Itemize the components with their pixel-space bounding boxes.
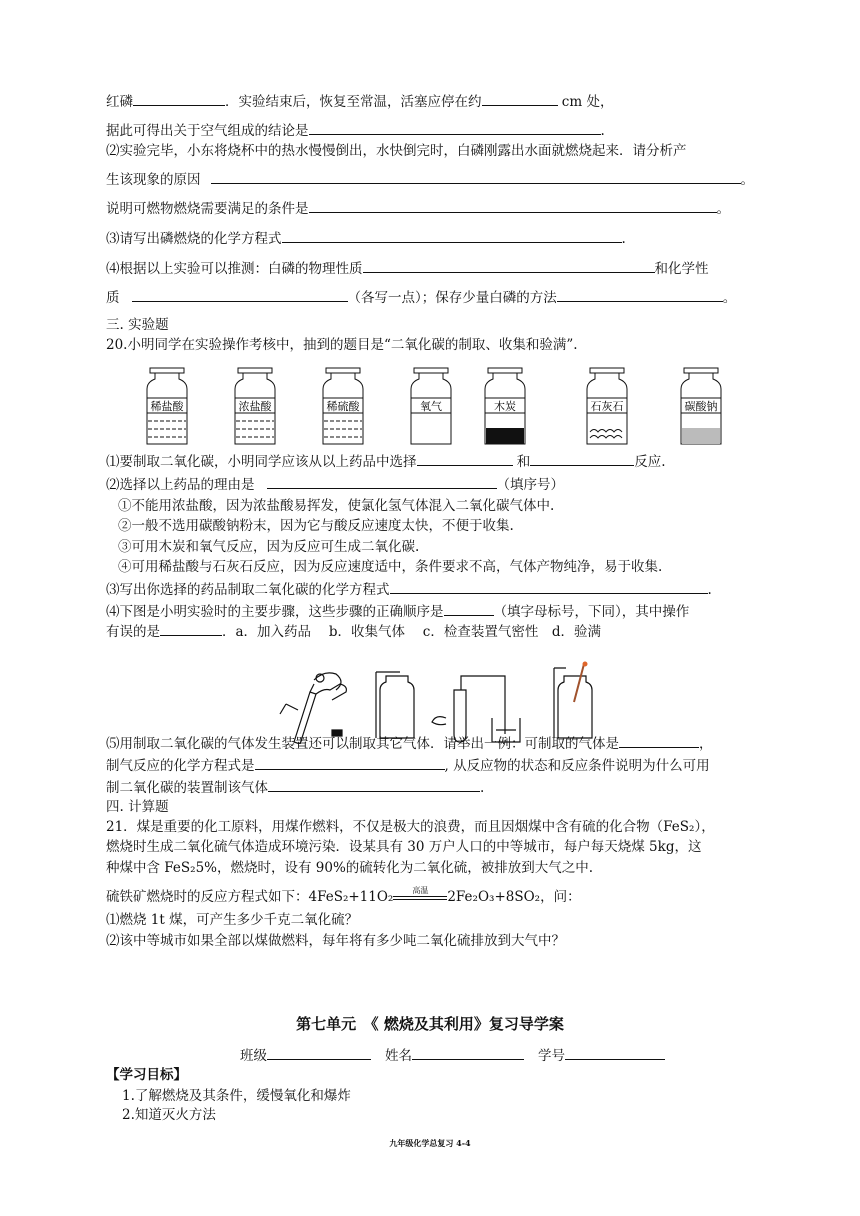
- q21-line1: 21．煤是重要的化工原料，用煤作燃料，不仅是极大的浪费，而且因烟煤中含有硫的化合物（FeS₂），: [106, 819, 715, 835]
- page-footer: 九年级化学总复习 4-4: [389, 1138, 471, 1148]
- answer-blank[interactable]: [255, 756, 445, 770]
- bottle-label: 氧气: [420, 400, 442, 413]
- q19-line1: 红磷 ．实验结束后，恢复至常温，活塞应停在约 cm 处，: [106, 94, 614, 110]
- answer-blank[interactable]: [282, 229, 622, 243]
- bottle-label: 稀盐酸: [150, 400, 184, 413]
- experiment-steps-figure: [258, 660, 608, 744]
- step-full-check: [554, 662, 592, 739]
- answer-blank[interactable]: [160, 622, 222, 636]
- answer-blank[interactable]: [133, 92, 225, 106]
- bottle-label: 碳酸钠: [684, 400, 718, 413]
- q21-line3: 种煤中含 FeS₂5%，燃烧时，设有 90%的硫转化为二氧化硫，被排放到大气之中.: [106, 860, 594, 876]
- answer-blank[interactable]: [619, 734, 699, 748]
- q19-line4: 生该现象的原因 。: [106, 172, 754, 188]
- answer-blank[interactable]: [211, 170, 741, 184]
- bottle-limestone: [582, 366, 632, 446]
- bottle-label: 稀硫酸: [326, 400, 360, 413]
- q20-stem: 20.小明同学在实验操作考核中，抽到的题目是“二氧化碳的制取、收集和验满”.: [106, 337, 578, 353]
- goal-2: 2.知道灭火方法: [122, 1107, 216, 1123]
- option-4: ④可用稀盐酸与石灰石反应，因为反应速度适中，条件要求不高，气体产物纯净，易于收集.: [118, 559, 663, 575]
- answer-blank[interactable]: [309, 121, 601, 135]
- answer-blank[interactable]: [132, 288, 348, 302]
- q19-line8: 质 （各写一点）；保存少量白磷的方法 。: [106, 290, 737, 306]
- reaction-condition-arrow: 高温: [393, 891, 447, 905]
- bottle-charcoal: [480, 366, 530, 446]
- name-field[interactable]: [412, 1046, 524, 1060]
- q20-part4a: ⑷下图是小明实验时的主要步骤，这些步骤的正确顺序是 （填字母标号，下同），其中操作: [106, 604, 690, 620]
- bottle-dilute-hcl: [142, 366, 192, 446]
- class-field[interactable]: [267, 1046, 371, 1060]
- answer-blank[interactable]: [417, 452, 513, 466]
- q20-part5a: ⑸用制取二氧化碳的气体发生装置还可以制取其它气体．请举出一例：可制取的气体是 ，: [106, 736, 713, 752]
- answer-blank[interactable]: [390, 580, 708, 594]
- answer-blank[interactable]: [309, 199, 717, 213]
- option-3: ③可用木炭和氧气反应，因为反应可生成二氧化碳.: [118, 539, 420, 555]
- q20-part1: ⑴要制取二氧化碳，小明同学应该从以上药品中选择 和 反应.: [106, 454, 666, 470]
- answer-blank[interactable]: [482, 92, 558, 106]
- option-2: ②一般不选用碳酸钠粉末，因为它与酸反应速度太快，不便于收集.: [118, 518, 514, 534]
- q20-part5b: 制气反应的化学方程式是 , 从反应物的状态和反应条件说明为什么可用: [106, 758, 710, 774]
- q20-part2: ⑵选择以上药品的理由是 （填序号）: [106, 477, 564, 493]
- answer-blank[interactable]: [444, 602, 494, 616]
- q19-line3: ⑵实验完毕，小东将烧杯中的热水慢慢倒出，水快倒完时，白磷刚露出水面就燃烧起来．请分析产: [106, 143, 687, 159]
- bottle-label: 木炭: [494, 400, 516, 413]
- q21-equation: 硫铁矿燃烧时的反应方程式如下：4FeS₂+11O₂ 高温 2Fe₂O₃+8SO₂，问：: [106, 885, 581, 905]
- q19-line7: ⑷根据以上实验可以推测：白磷的物理性质 和化学性: [106, 261, 709, 277]
- q19-line6: ⑶请写出磷燃烧的化学方程式 .: [106, 231, 626, 247]
- q19-line5: 说明可燃物燃烧需要满足的条件是 。: [106, 201, 730, 217]
- goals-heading: 【学习目标】: [106, 1067, 187, 1083]
- option-1: ①不能用浓盐酸，因为浓盐酸易挥发，使氯化氢气体混入二氧化碳气体中.: [118, 498, 555, 514]
- section-heading: 三. 实验题: [106, 317, 169, 333]
- q20-part5c: 制二氧化碳的装置制该气体 .: [106, 780, 485, 796]
- bottle-label: 浓盐酸: [238, 400, 272, 413]
- goal-1: 1.了解燃烧及其条件，缓慢氧化和爆炸: [122, 1088, 351, 1104]
- bottle-sodium-carbonate: [676, 366, 726, 446]
- answer-blank[interactable]: [267, 475, 497, 489]
- unit-title: 第七单元 《 燃烧及其利用》复习导学案: [296, 1015, 564, 1033]
- answer-blank[interactable]: [268, 778, 480, 792]
- step-airtightness-check: [432, 676, 520, 742]
- step-collecting-gas: [376, 672, 414, 738]
- student-info-row: 班级 姓名 学号: [240, 1046, 665, 1065]
- answer-blank[interactable]: [363, 259, 655, 273]
- q21-sub2: ⑵该中等城市如果全部以煤做燃料，每年将有多少吨二氧化硫排放到大气中？: [106, 933, 565, 949]
- bottle-conc-hcl: [230, 366, 280, 446]
- q21-line2: 燃烧时生成二氧化硫气体造成环境污染．设某具有 30 万户人口的中等城市，每户每天烧煤 5kg，这: [106, 839, 702, 855]
- bottle-label: 石灰石: [590, 400, 624, 413]
- bottle-dilute-h2so4: [318, 366, 368, 446]
- answer-blank[interactable]: [530, 452, 634, 466]
- answer-blank[interactable]: [557, 288, 723, 302]
- section-heading: 四. 计算题: [106, 799, 169, 815]
- q20-part4b: 有误的是 ．a．加入药品 b．收集气体 c．检查装置气密性 d．验满: [106, 624, 601, 640]
- student-number-field[interactable]: [565, 1046, 665, 1060]
- q21-sub1: ⑴燃烧 1t 煤，可产生多少千克二氧化硫？: [106, 912, 359, 928]
- bottle-oxygen: [406, 366, 456, 446]
- q19-line2: 据此可得出关于空气组成的结论是 .: [106, 123, 605, 139]
- q20-part3: ⑶写出你选择的药品制取二氧化碳的化学方程式 .: [106, 582, 712, 598]
